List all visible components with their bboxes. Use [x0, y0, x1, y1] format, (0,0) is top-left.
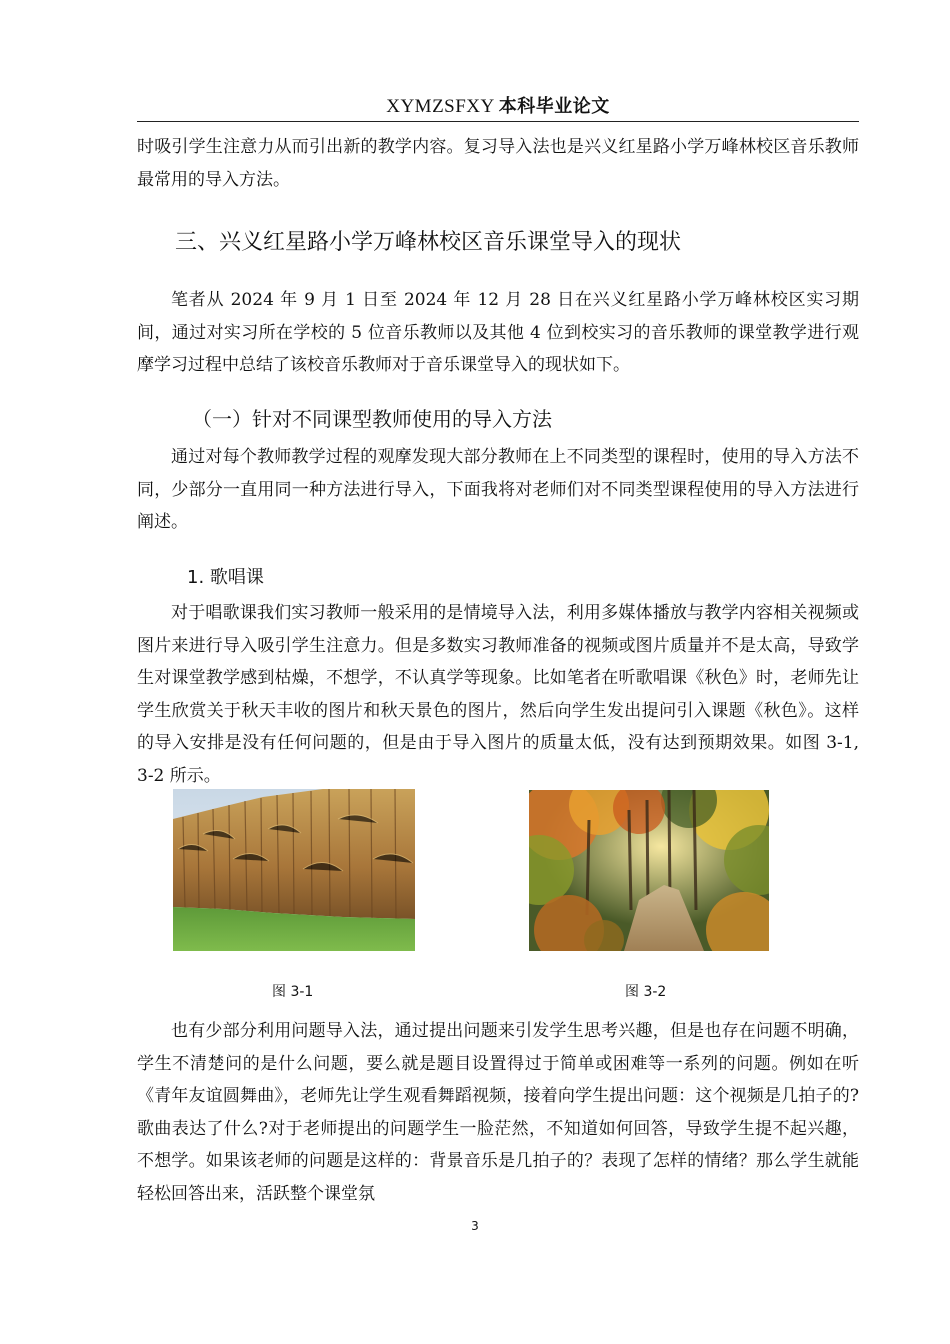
figure-cornfield-image — [173, 789, 415, 951]
page-number: 3 — [471, 1219, 479, 1233]
paragraph-question-method: 也有少部分利用问题导入法，通过提出问题来引发学生思考兴趣，但是也存在问题不明确，学生不清楚问的是什么问题，要么就是题目设置得过于简单或困难等一系列的问题。例如在听《青年友谊圆舞曲》，老师先让学生观看舞蹈视频，接着向学生提出问题：这个视频是几拍子的?歌曲表达了什么?对于老师提出的问题学生一脸茫然，不知道如何回答，导致学生提不起兴趣，不想学。如果该老师的问题是这样的：背景音乐是几拍子的？表现了怎样的情绪？那么学生就能轻松回答出来，活跃整个课堂氛 — [137, 1021, 859, 1204]
page-header — [137, 92, 859, 118]
section-heading: 三、兴义红星路小学万峰林校区音乐课堂导入的现状 — [175, 230, 682, 255]
paragraph-continuation: 时吸引学生注意力从而引出新的教学内容。复习导入法也是兴义红星路小学万峰林校区音乐教师最常用的导入方法。 — [137, 137, 859, 190]
figure-caption-3-2: 图 3-2 — [625, 984, 667, 1000]
paragraph-intro: 笔者从 2024 年 9 月 1 日至 2024 年 12 月 28 日在兴义红星路小学万峰林校区实习期间，通过对实习所在学校的 5 位音乐教师以及其他 4 位到校实习的音乐教师的课堂教学进行观摩学习过程中总结了该校音乐教师对于音乐课堂导入的现状如下。 — [137, 290, 859, 375]
paragraph-singing-class: 对于唱歌课我们实习教师一般采用的是情境导入法，利用多媒体播放与教学内容相关视频或图片来进行导入吸引学生注意力。但是多数实习教师准备的视频或图片质量并不是太高，导致学生对课堂教学感到枯燥，不想学，不认真学等现象。比如笔者在听歌唱课《秋色》时，老师先让学生欣赏关于秋天丰收的图片和秋天景色的图片，然后向学生发出提问引入课题《秋色》。这样的导入安排是没有任何问题的，但是由于导入图片的质量太低，没有达到预期效果。如图 3-1, 3-2 所示。 — [137, 603, 859, 786]
header-subtitle: 本科毕业论文 — [498, 96, 610, 117]
paragraph-overview: 通过对每个教师教学过程的观摩发现大部分教师在上不同类型的课程时，使用的导入方法不同，少部分一直用同一种方法进行导入，下面我将对老师们对不同类型课程使用的导入方法进行阐述。 — [137, 447, 859, 532]
header-code: XYMZSFXY — [386, 96, 495, 117]
figure-caption-3-1: 图 3-1 — [272, 984, 314, 1000]
subsection-heading: （一）针对不同课型教师使用的导入方法 — [192, 407, 552, 431]
subsubsection-heading: 1. 歌唱课 — [187, 567, 264, 588]
header-divider — [137, 121, 859, 122]
figure-autumn-forest-image — [529, 790, 769, 951]
